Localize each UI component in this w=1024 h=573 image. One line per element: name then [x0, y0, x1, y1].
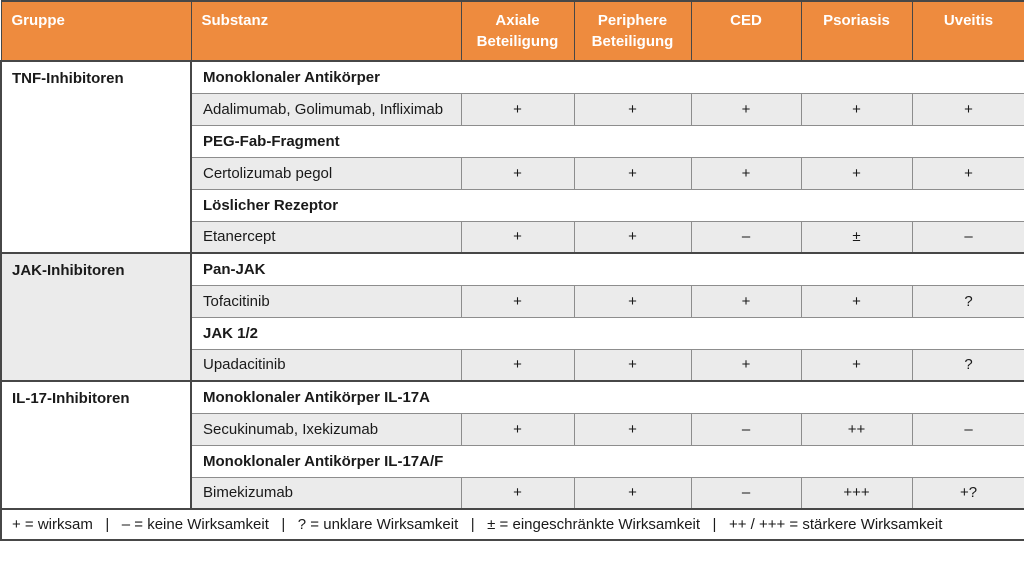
- value-cell: +: [461, 413, 574, 445]
- value-cell: +: [801, 157, 912, 189]
- column-header-periphere-beteiligung: Periphere Beteiligung: [574, 1, 691, 61]
- legend: + = wirksam | – = keine Wirksamkeit | ? = unklare Wirksamkeit | ± = eingeschränkte Wirksamkeit | ++ / +++ = stärkere Wirksamkeit: [1, 509, 1024, 540]
- column-header-gruppe: Gruppe: [1, 1, 191, 61]
- value-cell: –: [691, 221, 801, 253]
- column-header-substanz: Substanz: [191, 1, 461, 61]
- value-cell: +: [461, 93, 574, 125]
- value-cell: +?: [912, 477, 1024, 509]
- table-row: [1, 381, 1024, 413]
- value-cell: +: [574, 93, 691, 125]
- column-header-uveitis: Uveitis: [912, 1, 1024, 61]
- subheader-cell: Pan-JAK: [191, 253, 1024, 285]
- group-cell-il17-inhibitoren: IL-17-Inhibitoren: [1, 381, 191, 509]
- value-cell: +++: [801, 477, 912, 509]
- value-cell: +: [574, 413, 691, 445]
- substance-cell: Adalimumab, Golimumab, Infliximab: [191, 93, 461, 125]
- value-cell: +: [574, 349, 691, 381]
- value-cell: +: [574, 285, 691, 317]
- value-cell: +: [461, 157, 574, 189]
- value-cell: +: [912, 157, 1024, 189]
- substance-cell: Etanercept: [191, 221, 461, 253]
- value-cell: +: [461, 477, 574, 509]
- substance-cell: Upadacitinib: [191, 349, 461, 381]
- value-cell: +: [574, 157, 691, 189]
- value-cell: +: [574, 477, 691, 509]
- value-cell: ?: [912, 285, 1024, 317]
- column-header-ced: CED: [691, 1, 801, 61]
- table-row: [1, 253, 1024, 285]
- value-cell: +: [801, 349, 912, 381]
- subheader-cell: Monoklonaler Antikörper: [191, 61, 1024, 93]
- group-cell-tnf-inhibitoren: TNF-Inhibitoren: [1, 61, 191, 253]
- group-cell-jak-inhibitoren: JAK-Inhibitoren: [1, 253, 191, 381]
- value-cell: –: [912, 413, 1024, 445]
- legend-row: [1, 509, 1024, 540]
- value-cell: +: [691, 349, 801, 381]
- header-row: [1, 1, 1024, 61]
- substance-cell: Bimekizumab: [191, 477, 461, 509]
- value-cell: –: [691, 477, 801, 509]
- subheader-cell: Löslicher Rezeptor: [191, 189, 1024, 221]
- value-cell: +: [461, 221, 574, 253]
- value-cell: +: [912, 93, 1024, 125]
- value-cell: ?: [912, 349, 1024, 381]
- subheader-cell: PEG-Fab-Fragment: [191, 125, 1024, 157]
- subheader-cell: Monoklonaler Antikörper IL-17A: [191, 381, 1024, 413]
- substance-cell: Secukinumab, Ixekizumab: [191, 413, 461, 445]
- value-cell: +: [461, 285, 574, 317]
- value-cell: +: [691, 93, 801, 125]
- value-cell: +: [461, 349, 574, 381]
- column-header-axiale-beteiligung: Axiale Beteiligung: [461, 1, 574, 61]
- value-cell: +: [574, 221, 691, 253]
- value-cell: –: [912, 221, 1024, 253]
- substance-cell: Tofacitinib: [191, 285, 461, 317]
- subheader-cell: Monoklonaler Antikörper IL-17A/F: [191, 445, 1024, 477]
- substance-cell: Certolizumab pegol: [191, 157, 461, 189]
- column-header-psoriasis: Psoriasis: [801, 1, 912, 61]
- subheader-cell: JAK 1/2: [191, 317, 1024, 349]
- value-cell: +: [691, 285, 801, 317]
- value-cell: –: [691, 413, 801, 445]
- value-cell: ±: [801, 221, 912, 253]
- value-cell: +: [691, 157, 801, 189]
- value-cell: +: [801, 93, 912, 125]
- value-cell: +: [801, 285, 912, 317]
- value-cell: ++: [801, 413, 912, 445]
- table-row: [1, 61, 1024, 93]
